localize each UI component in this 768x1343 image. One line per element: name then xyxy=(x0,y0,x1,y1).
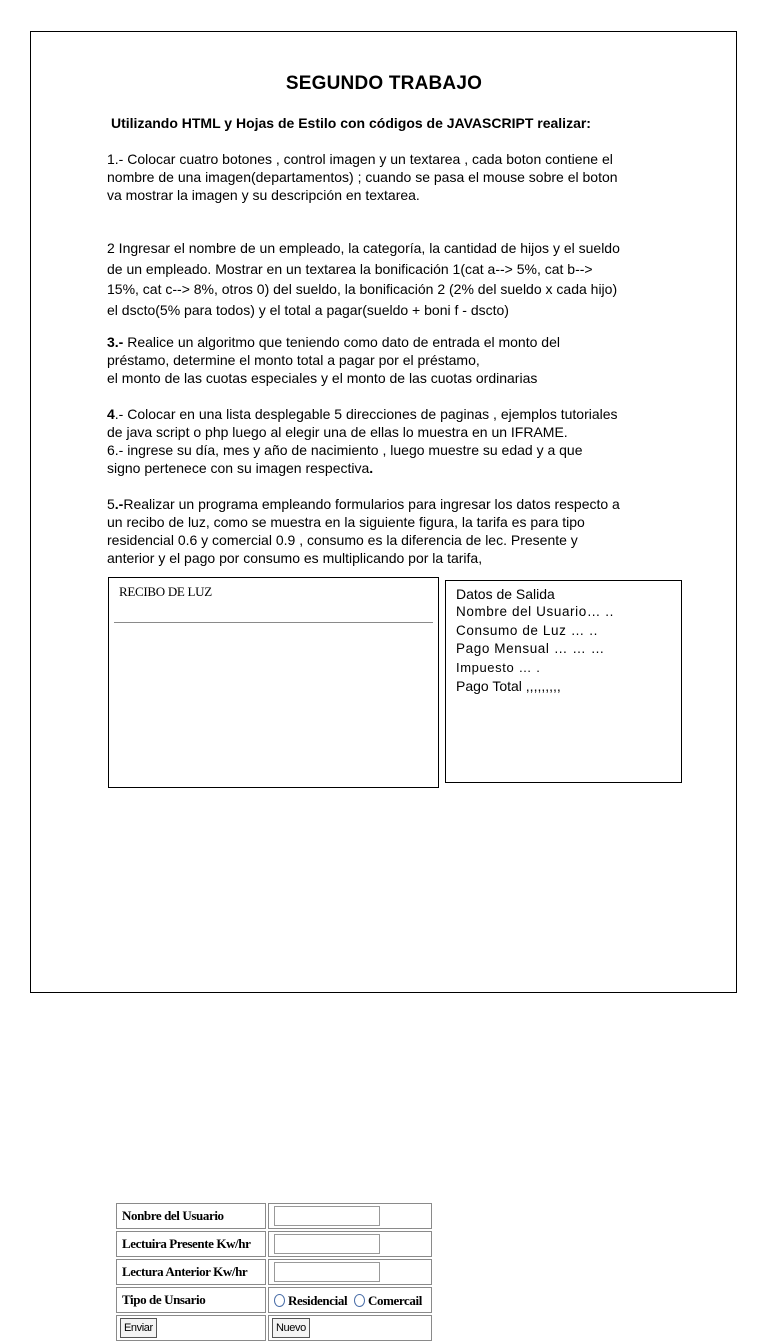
item-4-line: de java script o php luego al elegir una de ellas lo muestra en un IFRAME. xyxy=(107,424,568,440)
item-2-line: de un empleado. Mostrar en un textarea la bonificación 1(cat a--> 5%, cat b--> xyxy=(107,260,593,277)
nuevo-button[interactable]: Nuevo xyxy=(272,1318,310,1338)
item-5-dash: .- xyxy=(114,496,124,512)
document-title: SEGUNDO TRABAJO xyxy=(285,73,483,94)
recibo-divider xyxy=(114,622,433,623)
presente-input[interactable] xyxy=(274,1234,380,1254)
comercial-radio[interactable] xyxy=(354,1294,365,1307)
item-2-line: 2 Ingresar el nombre de un empleado, la categoría, la cantidad de hijos y el sueldo xyxy=(107,240,620,256)
salida-nombre: Nombre del Usuario… .. xyxy=(456,604,615,619)
recibo-form-figure xyxy=(108,577,439,1334)
salida-impuesto: Impuesto … . xyxy=(456,659,541,675)
item-3-paragraph xyxy=(107,333,662,387)
residencial-label: Residencial xyxy=(288,1292,348,1308)
nombre-input[interactable] xyxy=(274,1206,380,1226)
item-5-line: un recibo de luz, como se muestra en la siguiente figura, la tarifa es para tipo xyxy=(107,514,585,530)
table-row xyxy=(116,1203,432,1229)
tipo-label: Tipo de Unsario xyxy=(116,1287,266,1313)
enviar-button[interactable]: Enviar xyxy=(120,1318,157,1338)
residencial-radio[interactable] xyxy=(274,1294,285,1307)
table-row xyxy=(116,1231,432,1257)
item-6-line: 6.- ingrese su día, mes y año de nacimiento , luego muestre su edad y a que xyxy=(107,442,583,458)
item-6-line: signo pertenece con su imagen respectiva xyxy=(107,460,370,476)
presente-label: Lectuira Presente Kw/hr xyxy=(116,1231,266,1257)
table-row xyxy=(116,1315,432,1341)
document-subtitle: Utilizando HTML y Hojas de Estilo con códigos de JAVASCRIPT realizar: xyxy=(111,115,591,131)
table-row xyxy=(116,1287,432,1313)
item-4-line: .- Colocar en una lista desplegable 5 direcciones de paginas , ejemplos tutoriales xyxy=(114,406,618,422)
item-5-paragraph xyxy=(107,495,662,567)
item-5-line: residencial 0.6 y comercial 0.9 , consumo es la diferencia de lec. Presente y xyxy=(107,532,578,548)
item-5-number: 5 xyxy=(107,496,115,512)
recibo-title: RECIBO DE LUZ xyxy=(119,584,212,599)
table-row xyxy=(116,1259,432,1285)
item-2-line: el dscto(5% para todos) y el total a pagar(sueldo + boni f - dscto) xyxy=(107,301,509,318)
anterior-input[interactable] xyxy=(274,1262,380,1282)
item-1-paragraph xyxy=(107,150,662,204)
salida-pago-total: Pago Total ,,,,,,,,, xyxy=(456,677,561,694)
nombre-label: Nonbre del Usuario xyxy=(116,1203,266,1229)
anterior-label: Lectura Anterior Kw/hr xyxy=(116,1259,266,1285)
item-5-line: Realizar un programa empleando formularios para ingresar los datos respecto a xyxy=(123,496,620,512)
recibo-table xyxy=(114,1201,434,1343)
item-3-line: préstamo, determine el monto total a pagar por el préstamo, xyxy=(107,352,480,368)
item-1-line: va mostrar la imagen y su descripción en textarea. xyxy=(107,187,420,203)
nuevo-cell xyxy=(268,1315,432,1341)
salida-pago-mensual: Pago Mensual … … … xyxy=(456,641,605,656)
item-1-line: nombre de una imagen(departamentos) ; cuando se pasa el mouse sobre el boton xyxy=(107,169,618,185)
item-3-line: el monto de las cuotas especiales y el monto de las cuotas ordinarias xyxy=(107,370,538,386)
tipo-cell xyxy=(268,1287,432,1313)
enviar-cell xyxy=(116,1315,266,1341)
item-3-number: 3.- xyxy=(107,334,124,350)
comercial-label: Comercail xyxy=(368,1292,422,1308)
item-3-line: Realice un algoritmo que teniendo como dato de entrada el monto del xyxy=(123,334,560,350)
salida-title: Datos de Salida xyxy=(456,586,555,602)
item-2-line: 15%, cat c--> 8%, otros 0) del sueldo, la bonificación 2 (2% del sueldo x cada hijo) xyxy=(107,281,618,297)
item-4-paragraph xyxy=(107,405,662,477)
anterior-cell xyxy=(268,1259,432,1285)
item-6-period: . xyxy=(369,460,374,476)
item-1-line: 1.- Colocar cuatro botones , control imagen y un textarea , cada boton contiene el xyxy=(107,151,613,167)
datos-salida-box xyxy=(445,580,682,783)
salida-consumo: Consumo de Luz … .. xyxy=(456,622,598,638)
item-5-line: anterior y el pago por consumo es multiplicando por la tarifa, xyxy=(107,550,483,566)
item-2-paragraph xyxy=(107,238,662,320)
item-4-number: 4 xyxy=(107,406,115,422)
presente-cell xyxy=(268,1231,432,1257)
nombre-cell xyxy=(268,1203,432,1229)
